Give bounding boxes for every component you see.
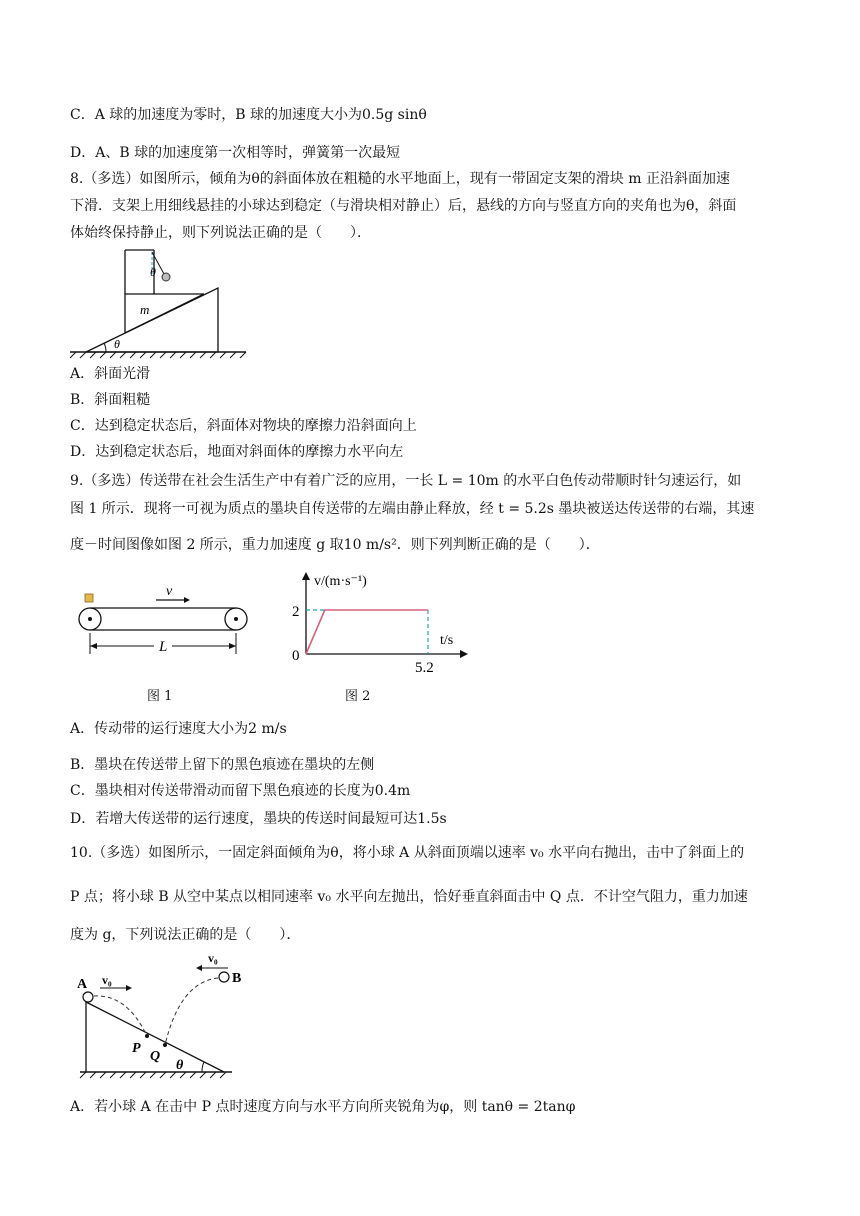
q10-stem-line2: P 点；将小球 B 从空中某点以相同速率 v₀ 水平向左抛出，恰好垂直斜面击中 Q 点．不计空气阻力，重力加速 xyxy=(70,889,748,905)
q10-fig-v0-a: v₀ xyxy=(102,973,112,987)
q9-stem-line1: 9.（多选）传送带在社会生活生产中有着广泛的应用，一长 L = 10m 的水平白色传动带顺时针匀速运行，如 xyxy=(70,473,742,489)
origin-label: 0 xyxy=(292,648,300,664)
y-tick-2: 2 xyxy=(292,604,300,620)
q8-stem-line2: 下滑．支架上用细线悬挂的小球达到稳定（与滑块相对静止）后，悬线的方向与竖直方向的夹角也为θ，斜面 xyxy=(70,198,737,214)
q8-fig-theta-top: θ xyxy=(150,265,156,279)
y-axis-arrow xyxy=(302,572,310,580)
x-axis-label: t/s xyxy=(440,633,454,648)
q10-fig-v0-b: v₀ xyxy=(208,951,218,965)
q10-fig-A-label: A xyxy=(77,977,88,992)
q9-option-d: D．若增大传送带的运行速度，墨块的传送时间最短可达1.5s xyxy=(70,811,447,827)
q10-fig-B-label: B xyxy=(232,971,242,986)
q8-option-c: C．达到稳定状态后，斜面体对物块的摩擦力沿斜面向上 xyxy=(70,418,417,434)
q8-incline-figure xyxy=(68,246,258,360)
q8-option-d: D．达到稳定状态后，地面对斜面体的摩擦力水平向左 xyxy=(70,444,404,460)
q7-option-c: C．A 球的加速度为零时，B 球的加速度大小为0.5g sinθ xyxy=(70,107,427,123)
q8-fig-mass-label: m xyxy=(140,302,150,317)
q10-projectile-figure xyxy=(72,950,248,1082)
q8-stem-line1: 8.（多选）如图所示，倾角为θ的斜面体放在粗糙的水平地面上，现有一带固定支架的滑块 m 正沿斜面加速 xyxy=(70,171,730,187)
q8-stem-line3: 体始终保持静止，则下列说法正确的是（ ）． xyxy=(70,225,371,241)
q10-fig-P-label: P xyxy=(132,1041,141,1056)
q10-fig-theta-label: θ xyxy=(176,1058,184,1073)
q7-option-d: D．A、B 球的加速度第一次相等时，弹簧第一次最短 xyxy=(70,145,401,161)
q9-stem-line2: 图 1 所示．现将一可视为质点的墨块自传送带的左端由静止释放，经 t = 5.2s 墨块被送达传送带的右端，其速 xyxy=(70,501,755,517)
q9-fig1-v-label: v xyxy=(166,584,173,599)
q9-fig1-caption: 图 1 xyxy=(147,689,173,704)
q8-option-b: B．斜面粗糙 xyxy=(70,392,151,408)
q10-stem-line1: 10.（多选）如图所示，一固定斜面倾角为θ，将小球 A 从斜面顶端以速率 v₀ 水平向右抛出，击中了斜面上的 xyxy=(70,845,745,861)
q9-fig1-L-label: L xyxy=(159,639,168,655)
velocity-series-line xyxy=(306,610,428,654)
q9-fig2-caption: 图 2 xyxy=(345,689,371,704)
q10-stem-line3: 度为 g，下列说法正确的是（ ）． xyxy=(70,927,301,943)
x-axis-arrow xyxy=(460,650,468,658)
q8-fig-theta-bottom: θ xyxy=(114,337,120,351)
x-tick-5-2: 5.2 xyxy=(415,660,434,676)
q9-option-b: B．墨块在传送带上留下的黑色痕迹在墨块的左侧 xyxy=(70,757,375,773)
q9-conveyor-figure xyxy=(74,582,254,660)
q9-stem-line3: 度－时间图像如图 2 所示，重力加速度 g 取10 m/s²．则下列判断正确的是（ ）． xyxy=(70,537,600,553)
q10-option-a: A．若小球 A 在击中 P 点时速度方向与水平方向所夹锐角为φ，则 tanθ = 2tanφ xyxy=(70,1099,576,1115)
q9-option-a: A．传动带的运行速度大小为2 m/s xyxy=(70,721,287,737)
y-axis-label: v/(m·s⁻¹) xyxy=(314,574,367,589)
q10-fig-Q-label: Q xyxy=(150,1049,161,1064)
q9-vt-chart xyxy=(280,568,480,680)
q9-option-c: C．墨块相对传送带滑动而留下黑色痕迹的长度为0.4m xyxy=(70,783,411,799)
q8-option-a: A．斜面光滑 xyxy=(70,366,151,382)
